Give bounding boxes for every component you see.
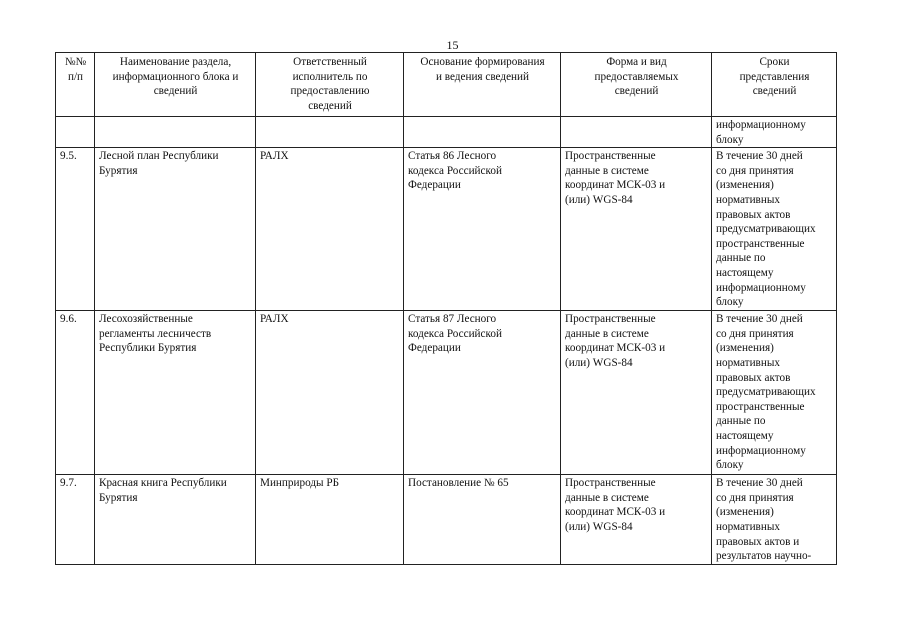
cell-num: 9.6.: [56, 311, 95, 475]
header-basis: Основание формирования и ведения сведений: [404, 53, 561, 117]
cell-deadline: В течение 30 дней со дня принятия (изменения) нормативных правовых актов предусматривающих пространственные данные по настоящему информационному блоку: [712, 148, 837, 311]
cell-deadline: В течение 30 дней со дня принятия (изменения) нормативных правовых актов предусматривающих пространственные данные по настоящему информационному блоку: [712, 311, 837, 475]
header-form: Форма и вид предоставляемых сведений: [561, 53, 712, 117]
table-row: [56, 148, 837, 311]
cell-name: Лесохозяйственные регламенты лесничеств Республики Бурятия: [95, 311, 256, 475]
table-row: [56, 117, 837, 148]
page-number: 15: [446, 38, 459, 52]
cell-form: Пространственные данные в системе координат МСК-03 и (или) WGS-84: [561, 148, 712, 311]
table-row: [56, 311, 837, 475]
cell-responsible: РАЛХ: [256, 311, 404, 475]
cell-responsible: РАЛХ: [256, 148, 404, 311]
cell-basis: Статья 86 Лесного кодекса Российской Федерации: [404, 148, 561, 311]
header-deadline: Сроки представления сведений: [712, 53, 837, 117]
cell-name: Красная книга Республики Бурятия: [95, 475, 256, 565]
cell-name: [95, 117, 256, 148]
table-header-row: [56, 53, 837, 117]
cell-num: 9.5.: [56, 148, 95, 311]
header-num: №№ п/п: [56, 53, 95, 117]
cell-form: Пространственные данные в системе координат МСК-03 и (или) WGS-84: [561, 311, 712, 475]
cell-form: [561, 117, 712, 148]
data-table: [55, 52, 837, 565]
cell-basis: Постановление № 65: [404, 475, 561, 565]
cell-basis: [404, 117, 561, 148]
header-responsible: Ответственный исполнитель по предоставлению сведений: [256, 53, 404, 117]
header-name: Наименование раздела, информационного блока и сведений: [95, 53, 256, 117]
cell-name: Лесной план Республики Бурятия: [95, 148, 256, 311]
cell-deadline: В течение 30 дней со дня принятия (изменения) нормативных правовых актов и результатов научно-: [712, 475, 837, 565]
cell-basis: Статья 87 Лесного кодекса Российской Федерации: [404, 311, 561, 475]
cell-form: Пространственные данные в системе координат МСК-03 и (или) WGS-84: [561, 475, 712, 565]
cell-deadline: информационному блоку: [712, 117, 837, 148]
table-row: [56, 475, 837, 565]
cell-num: [56, 117, 95, 148]
cell-responsible: [256, 117, 404, 148]
cell-responsible: Минприроды РБ: [256, 475, 404, 565]
cell-num: 9.7.: [56, 475, 95, 565]
